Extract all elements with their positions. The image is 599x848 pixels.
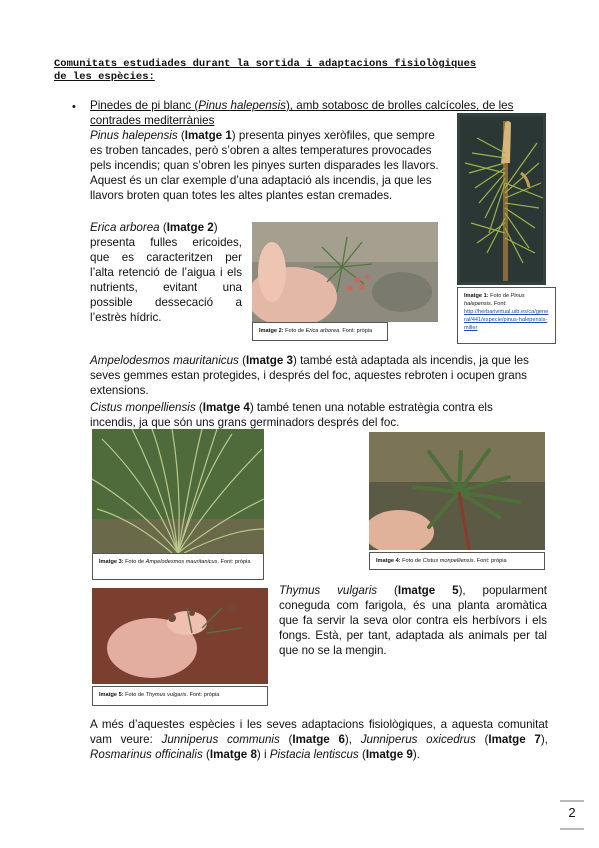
erica-arborea-photo (252, 222, 438, 322)
caption-image-5: Imatge 5: Foto de Thymus vulgaris. Font: pròpia (92, 686, 268, 706)
bullet-icon: • (72, 101, 76, 113)
caption-image-4: Imatge 4: Foto de Cistus monpelliensis. Font: pròpia (369, 552, 545, 570)
section-heading: Comunitats estudiades durant la sortida i adaptacions fisiològiques de les espècies: (54, 58, 477, 83)
page-number: 2 (568, 805, 576, 820)
source-link[interactable]: http://herbarivirtual.uib.es/ca/general/441/especie/pinus-halepensis-miller (464, 309, 549, 331)
bullet-item: Pinedes de pi blanc (Pinus halepensis), amb sotabosc de brolles calcícoles, de les contrades mediterrànies (90, 99, 514, 127)
paragraph-thymus: Thymus vulgaris (Imatge 5), popularment coneguda com farigola, és una planta aromàtica que fa servir la seva olor contra els herbívors i els fongs. Està, per tant, adaptada als animals per tal que no se la mengin. (279, 584, 547, 657)
page-number-rule-bottom (560, 828, 584, 830)
pinus-halepensis-photo (457, 113, 546, 285)
paragraph-other-species: A més d’aquestes espècies i les seves adaptacions fisiològiques, a aquesta comunitat vam veure: Junniperus communis (Imatge 6), Junniperus oxicedrus (Imatge 7), Rosmarinus officinalis (Imatge 8) i Pistacia lentiscus (Imatge 9). (90, 718, 548, 761)
paragraph-ampelodesmos: Ampelodesmos mauritanicus (Imatge 3) també està adaptada als incendis, ja que les seves gemmes estan protegides, i després del foc, aquestes rebroten i ocupen grans extensions. (90, 354, 529, 397)
caption-image-2: Imatge 2: Foto de Erica arborea. Font: pròpia (252, 322, 388, 341)
paragraph-erica: Erica arborea (Imatge 2) presenta fulles ericoides, que es caracteritzen per l’alta retenció de l’aigua i els nutrients, evitant una possible dessecació a l’estrès hídric. (90, 221, 242, 324)
page-number-rule-top (560, 800, 584, 802)
paragraph-cistus: Cistus monpelliensis (Imatge 4) també tenen una notable estratègia contra els incendis, ja que són uns grans germinadors després del foc. (90, 401, 493, 429)
thymus-photo (92, 588, 268, 684)
caption-image-3: Imatge 3: Foto de Ampelodesmos mauritanicus. Font: pròpia (92, 553, 264, 580)
ampelodesmos-photo (92, 429, 264, 553)
caption-image-1: Imatge 1: Foto de Pinus halepensis. Font: http://herbarivirtual.uib.es/ca/general/441/especie/pinus-halepensis-miller (457, 287, 556, 344)
paragraph-pinus: Pinus halepensis (Imatge 1) presenta pinyes xeròfiles, que sempre es troben tancades, però s’obren a altes temperatures provocades pels incendis; quan s’obren les pinyes surten disparades les llavors. Aquest és un clar exemple d’una adaptació als incendis, ja que les llavors broten quan totes les altes plantes estan cremades. (90, 129, 439, 202)
cistus-photo (369, 432, 545, 550)
